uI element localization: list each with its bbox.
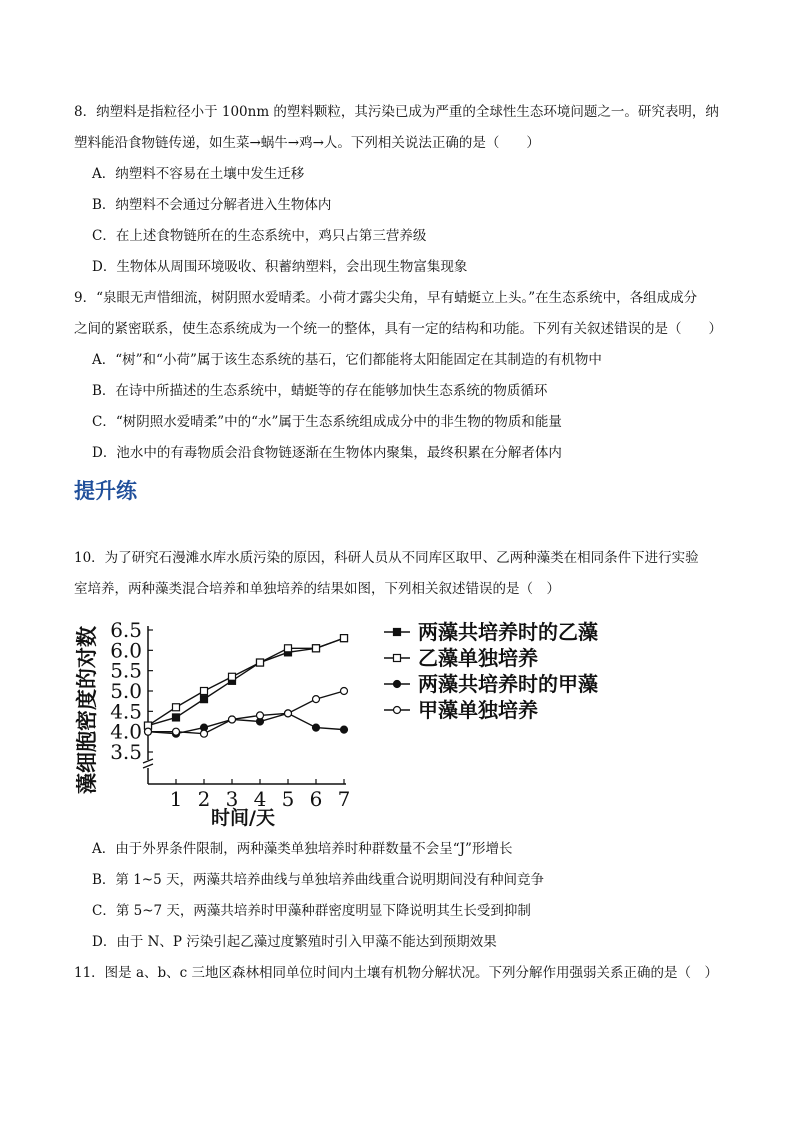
data-point bbox=[145, 728, 152, 735]
q10-option-a: A．由于外界条件限制，两种藻类单独培养时种群数量不会呈“J”形增长 bbox=[92, 841, 513, 857]
data-point bbox=[257, 712, 264, 719]
x-tick-label: 7 bbox=[337, 787, 351, 811]
y-axis-break bbox=[143, 759, 153, 768]
data-point bbox=[173, 714, 180, 721]
x-tick-label: 5 bbox=[281, 787, 295, 811]
chart-legend bbox=[384, 620, 598, 722]
x-tick-label: 4 bbox=[253, 787, 267, 811]
q8-stem-line1: 8．纳塑料是指粒径小于 100nm 的塑料颗粒，其污染已成为严重的全球性生态环境问题之一。研究表明，纳 bbox=[74, 104, 719, 120]
data-point bbox=[201, 688, 208, 695]
x-tick-label: 1 bbox=[169, 787, 183, 811]
data-point bbox=[341, 635, 348, 642]
legend-item-4 bbox=[384, 698, 538, 722]
y-tick-label: 3.5 bbox=[110, 740, 142, 764]
data-point bbox=[313, 645, 320, 652]
q10-option-b: B．第 1~5 天，两藻共培养曲线与单独培养曲线重合说明期间没有种间竞争 bbox=[92, 872, 544, 888]
x-tick-label: 2 bbox=[197, 787, 211, 811]
q8-option-d: D．生物体从周围环境吸收、积蓄纳塑料，会出现生物富集现象 bbox=[92, 259, 468, 275]
y-tick-label: 6.5 bbox=[110, 618, 142, 642]
data-point bbox=[285, 710, 292, 717]
data-point bbox=[341, 688, 348, 695]
legend-marker bbox=[394, 681, 401, 688]
section-heading: 提升练 bbox=[74, 479, 137, 503]
q9-option-b: B．在诗中所描述的生态系统中，蜻蜓等的存在能够加快生态系统的物质循环 bbox=[92, 383, 548, 399]
y-tick-label: 5.0 bbox=[110, 679, 142, 703]
legend-marker bbox=[394, 707, 401, 714]
y-tick-label: 6.0 bbox=[110, 638, 142, 663]
q10-option-d: D．由于 N、P 污染引起乙藻过度繁殖时引入甲藻不能达到预期效果 bbox=[92, 934, 497, 950]
legend-item-3 bbox=[384, 672, 598, 696]
data-point bbox=[201, 696, 208, 703]
legend-item-2 bbox=[384, 646, 538, 670]
data-point bbox=[229, 673, 236, 680]
q9-stem-line2: 之间的紧密联系，使生态系统成为一个统一的整体，具有一定的结构和功能。下列有关叙述错误的是（ ） bbox=[74, 321, 722, 337]
legend-marker bbox=[394, 655, 401, 662]
q8-option-c: C．在上述食物链所在的生态系统中，鸡只占第三营养级 bbox=[92, 228, 427, 244]
data-point bbox=[201, 730, 208, 737]
y-tick-label: 5.5 bbox=[110, 658, 142, 683]
data-point bbox=[313, 696, 320, 703]
data-point bbox=[285, 645, 292, 652]
data-point bbox=[173, 728, 180, 735]
data-point bbox=[173, 704, 180, 711]
y-tick-label: 4.0 bbox=[110, 719, 142, 744]
y-tick-label: 4.5 bbox=[110, 699, 142, 724]
q9-stem-line1: 9．“泉眼无声惜细流，树阴照水爱晴柔。小荷才露尖尖角，早有蜻蜓立上头。”在生态系统中，各组成成分 bbox=[74, 290, 698, 306]
data-point bbox=[257, 659, 264, 666]
chart-series bbox=[145, 635, 348, 738]
x-tick-label: 6 bbox=[309, 787, 323, 811]
legend-label: 乙藻单独培养 bbox=[418, 646, 538, 670]
q8-option-a: A．纳塑料不容易在土壤中发生迁移 bbox=[92, 166, 305, 182]
legend-item-1 bbox=[384, 620, 598, 644]
legend-label: 两藻共培养时的乙藻 bbox=[418, 620, 598, 644]
chart-y-axis-label: 藻细胞密度的对数 bbox=[74, 626, 99, 794]
algae-density-chart bbox=[66, 612, 626, 830]
q11-stem-line1: 11．图是 a、b、c 三地区森林相同单位时间内土壤有机物分解状况。下列分解作用强弱关系正确的是（ ） bbox=[74, 965, 719, 981]
data-point bbox=[229, 716, 236, 723]
q10-stem-line1: 10．为了研究石漫滩水库水质污染的原因，科研人员从不同库区取甲、乙两种藻类在相同条件下进行实验 bbox=[74, 550, 699, 566]
q9-option-a: A．“树”和“小荷”属于该生态系统的基石，它们都能将太阳能固定在其制造的有机物中 bbox=[92, 352, 602, 368]
data-point bbox=[313, 724, 320, 731]
legend-label: 两藻共培养时的甲藻 bbox=[418, 672, 598, 696]
q9-option-c: C．“树阴照水爱晴柔”中的“水”属于生态系统组成成分中的非生物的物质和能量 bbox=[92, 414, 562, 430]
q10-stem-line2: 室培养，两种藻类混合培养和单独培养的结果如图，下列相关叙述错误的是（ ） bbox=[74, 581, 560, 597]
q8-stem-line2: 塑料能沿食物链传递，如生菜→蜗牛→鸡→人。下列相关说法正确的是（ ） bbox=[74, 135, 540, 151]
legend-marker bbox=[394, 629, 401, 636]
q9-option-d: D．池水中的有毒物质会沿食物链逐渐在生物体内聚集，最终积累在分解者体内 bbox=[92, 445, 562, 461]
legend-label: 甲藻单独培养 bbox=[418, 698, 538, 722]
chart-x-axis-label: 时间/天 bbox=[211, 807, 275, 829]
q10-option-c: C．第 5~7 天，两藻共培养时甲藻种群密度明显下降说明其生长受到抑制 bbox=[92, 903, 531, 919]
q8-option-b: B．纳塑料不会通过分解者进入生物体内 bbox=[92, 197, 332, 213]
x-tick-label: 3 bbox=[225, 787, 239, 811]
data-point bbox=[341, 726, 348, 733]
